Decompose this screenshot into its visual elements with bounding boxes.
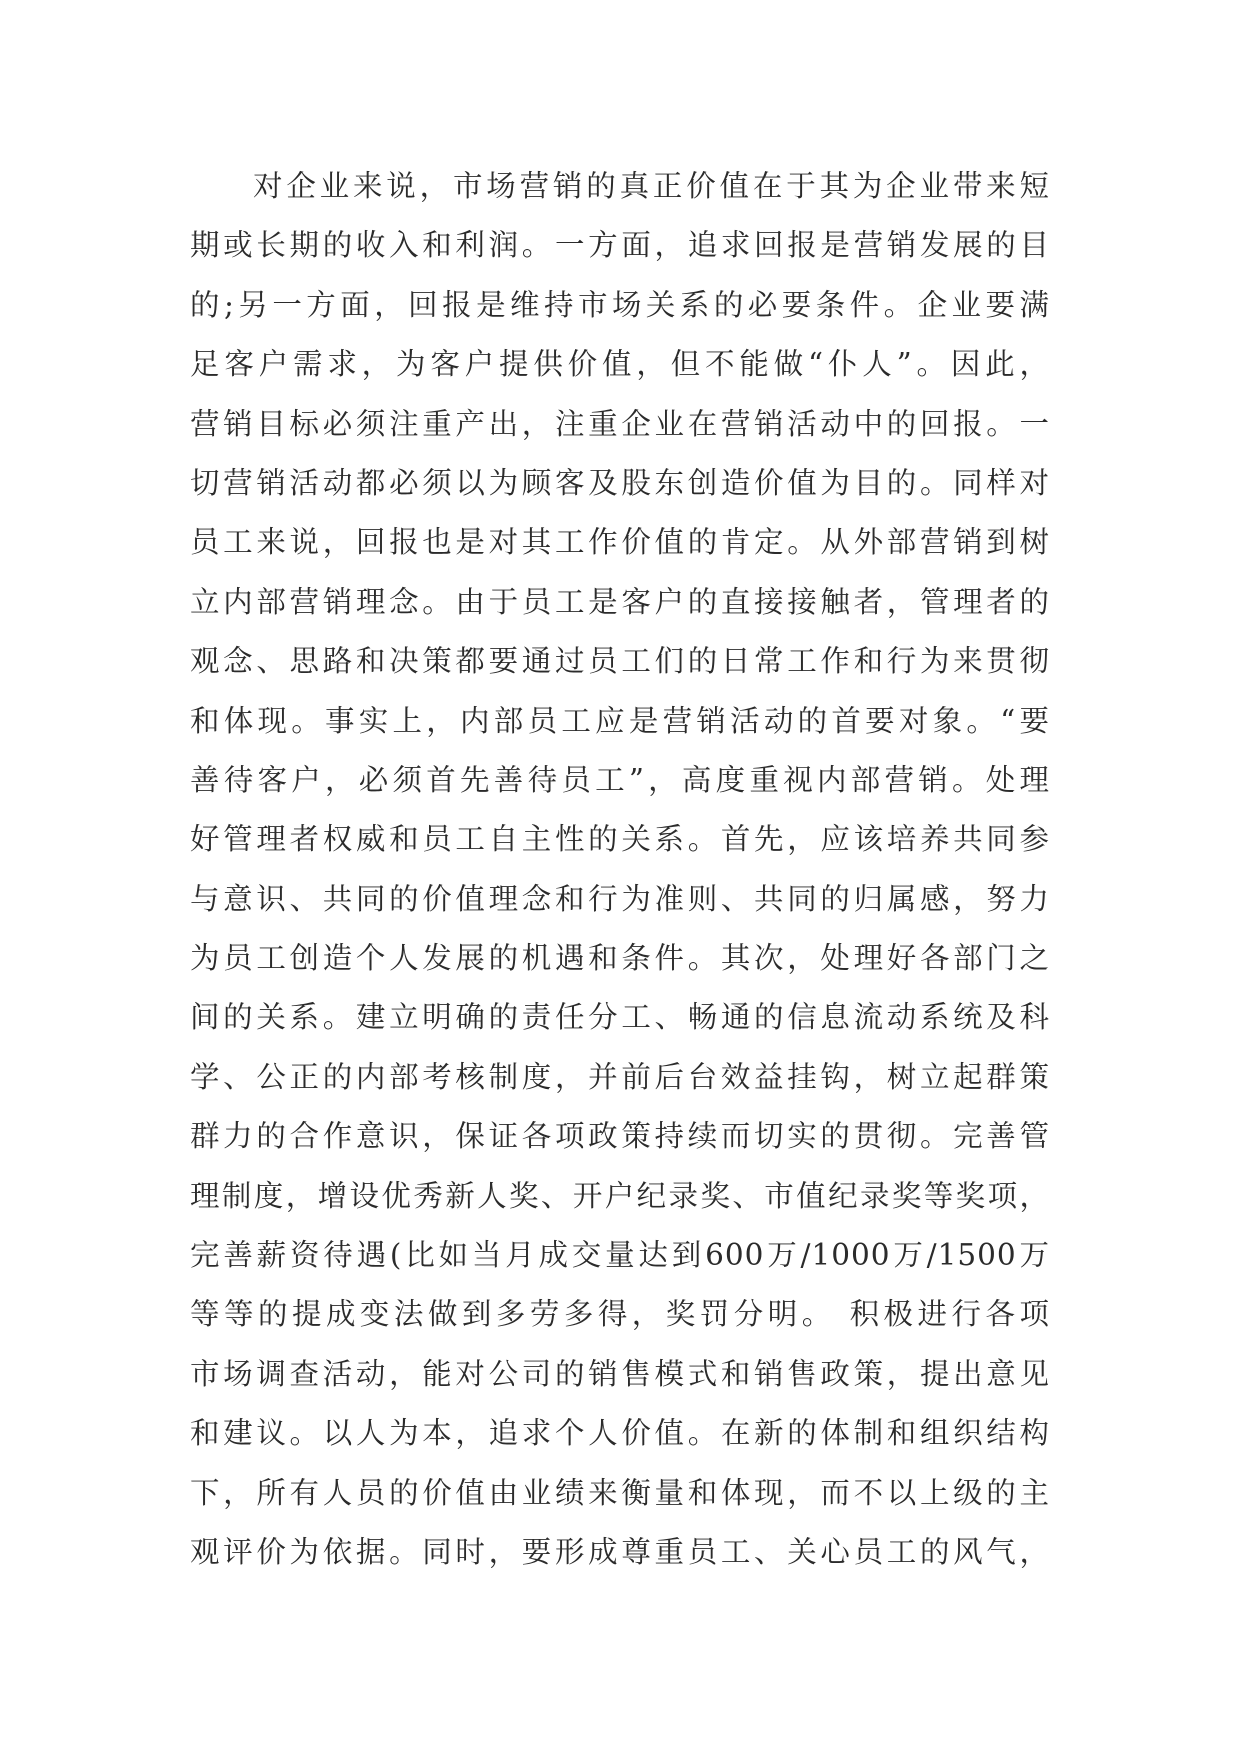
- text-line: 员工来说，回报也是对其工作价值的肯定。从外部营销到树: [190, 525, 1050, 560]
- text-line: 期或长期的收入和利润。一方面，追求回报是营销发展的目: [190, 228, 1050, 263]
- text-line: 下，所有人员的价值由业绩来衡量和体现，而不以上级的主: [190, 1475, 1050, 1510]
- text-line: 观评价为依据。同时，要形成尊重员工、关心员工的风气，: [190, 1534, 1050, 1569]
- body-paragraph: [190, 157, 1050, 1582]
- text-line: 和建议。以人为本，追求个人价值。在新的体制和组织结构: [190, 1416, 1050, 1451]
- text-line: 和体现。事实上，内部员工应是营销活动的首要对象。“要: [190, 703, 1050, 738]
- text-line: 营销目标必须注重产出，注重企业在营销活动中的回报。一: [190, 406, 1050, 441]
- text-line: 与意识、共同的价值理念和行为准则、共同的归属感，努力: [190, 881, 1050, 916]
- text-line: 完善薪资待遇(比如当月成交量达到600万/1000万/1500万: [190, 1238, 1050, 1273]
- text-line: 观念、思路和决策都要通过员工们的日常工作和行为来贯彻: [190, 644, 1050, 679]
- text-line: 对企业来说，市场营销的真正价值在于其为企业带来短: [253, 169, 1050, 203]
- text-line: 善待客户，必须首先善待员工”，高度重视内部营销。处理: [190, 762, 1050, 797]
- text-line: 切营销活动都必须以为顾客及股东创造价值为目的。同样对: [190, 465, 1050, 500]
- text-line: 市场调查活动，能对公司的销售模式和销售政策，提出意见: [190, 1356, 1050, 1391]
- text-line: 学、公正的内部考核制度，并前后台效益挂钩，树立起群策: [190, 1059, 1050, 1094]
- text-line: 群力的合作意识，保证各项政策持续而切实的贯彻。完善管: [190, 1119, 1050, 1154]
- text-line: 等等的提成变法做到多劳多得，奖罚分明。 积极进行各项: [190, 1297, 1050, 1332]
- text-line: 立内部营销理念。由于员工是客户的直接接触者，管理者的: [190, 584, 1050, 619]
- text-line: 为员工创造个人发展的机遇和条件。其次，处理好各部门之: [190, 941, 1050, 976]
- text-line: 好管理者权威和员工自主性的关系。首先，应该培养共同参: [190, 822, 1050, 857]
- text-line: 理制度，增设优秀新人奖、开户纪录奖、市值纪录奖等奖项，: [190, 1178, 1050, 1213]
- text-line: 间的关系。建立明确的责任分工、畅通的信息流动系统及科: [190, 1000, 1050, 1035]
- text-line: 足客户需求，为客户提供价值，但不能做“仆人”。因此，: [190, 347, 1050, 382]
- text-line: 的;另一方面，回报是维持市场关系的必要条件。企业要满: [190, 287, 1050, 322]
